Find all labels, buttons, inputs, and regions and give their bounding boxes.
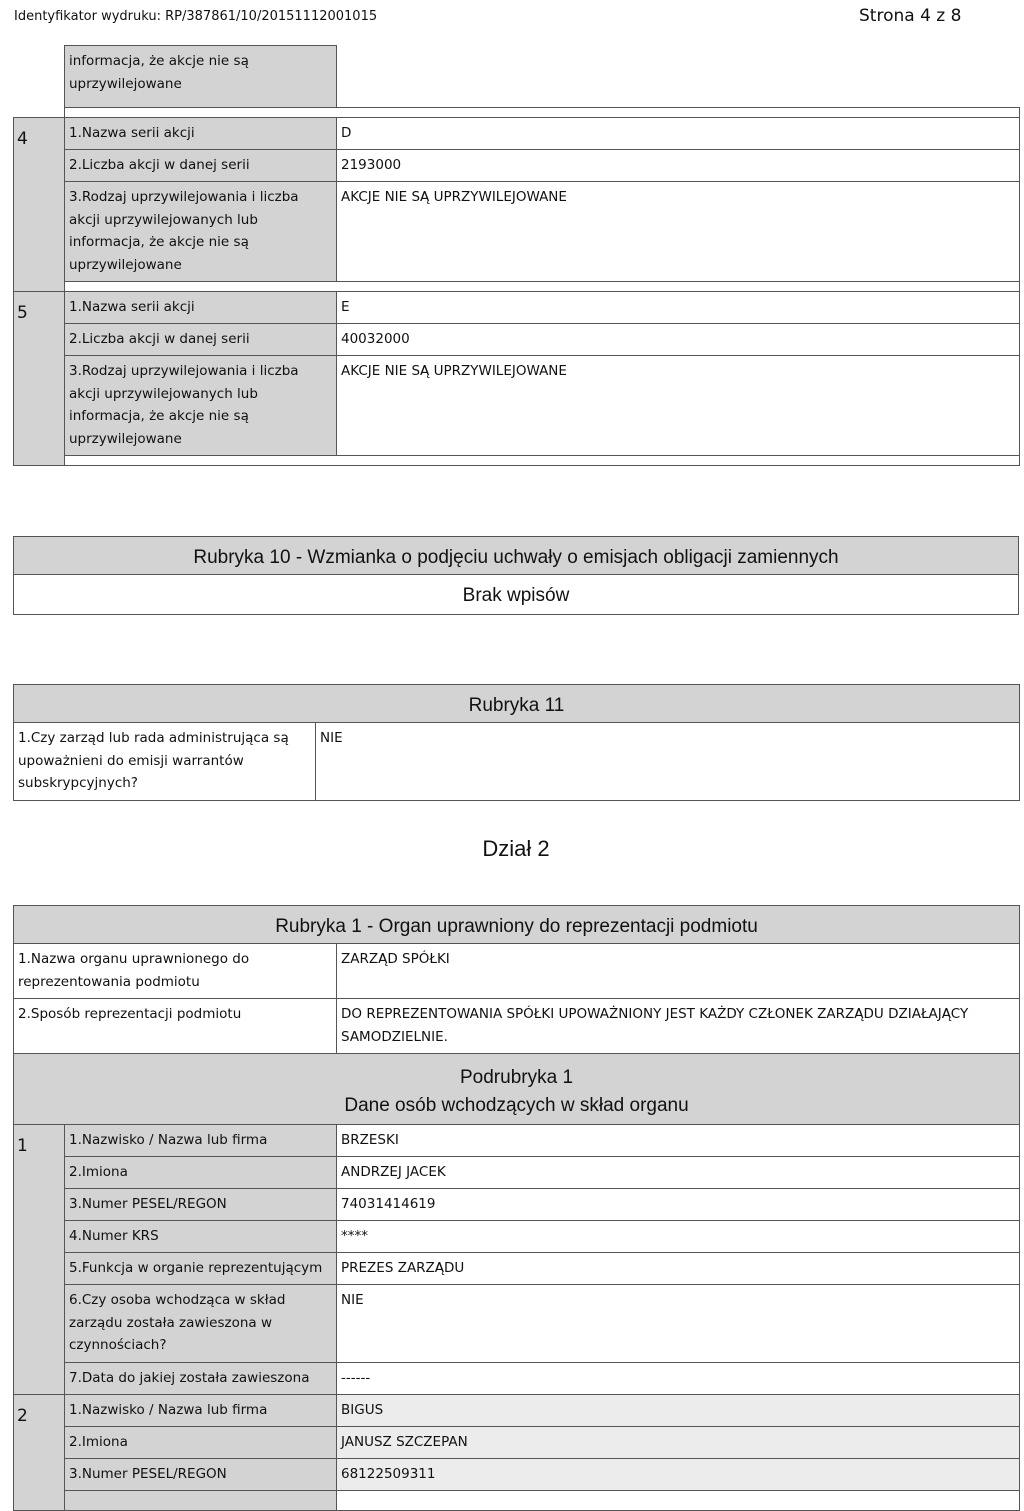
page-number: Strona 4 z 8 [859, 6, 962, 26]
series-preference-value: AKCJE NIE SĄ UPRZYWILEJOWANE [337, 182, 1020, 282]
organ-name-value: ZARZĄD SPÓŁKI [337, 944, 1020, 999]
rubryka-1-title: Rubryka 1 - Organ uprawniony do reprezentacji podmiotu [14, 906, 1020, 944]
person-field-label: 2.Imiona [65, 1427, 337, 1459]
print-identifier: Identyfikator wydruku: RP/387861/10/20151112001015 [14, 9, 378, 24]
representation-method-label: 2.Sposób reprezentacji podmiotu [14, 999, 337, 1054]
person-field-label: 6.Czy osoba wchodząca w skład zarządu została zawieszona w czynnościach? [65, 1285, 337, 1363]
person-field-label: 5.Funkcja w organie reprezentującym [65, 1253, 337, 1285]
person-field-value: JANUSZ SZCZEPAN [337, 1427, 1020, 1459]
person-field-value: ANDRZEJ JACEK [337, 1157, 1020, 1189]
series-count-label: 2.Liczba akcji w danej serii [65, 150, 337, 182]
subsection-title [14, 1054, 1020, 1125]
rubryka-11-title: Rubryka 11 [14, 685, 1020, 723]
person-field-value: **** [337, 1221, 1020, 1253]
person-field-label: 1.Nazwisko / Nazwa lub firma [65, 1395, 337, 1427]
series-count-value: 2193000 [337, 150, 1020, 182]
representation-method-value: DO REPREZENTOWANIA SPÓŁKI UPOWAŻNIONY JEST KAŻDY CZŁONEK ZARZĄDU DZIAŁAJĄCY SAMODZIELNIE. [337, 999, 1020, 1054]
person-field-value: ------ [337, 1363, 1020, 1395]
series-preference-value: AKCJE NIE SĄ UPRZYWILEJOWANE [337, 356, 1020, 456]
person-field-value: BRZESKI [337, 1125, 1020, 1157]
warrants-question-label: 1.Czy zarząd lub rada administrująca są upoważnieni do emisji warrantów subskrypcyjnych? [14, 723, 316, 801]
person-field-label: 3.Numer PESEL/REGON [65, 1189, 337, 1221]
rubryka-10-table [13, 536, 1019, 615]
person-field-value: NIE [337, 1285, 1020, 1363]
person-field-value: 68122509311 [337, 1459, 1020, 1491]
subsection-title-line-1: Podrubryka 1 [460, 1067, 574, 1088]
person-field-value: BIGUS [337, 1395, 1020, 1427]
series-count-value: 40032000 [337, 324, 1020, 356]
person-field-label: 2.Imiona [65, 1157, 337, 1189]
series-number: 5 [14, 292, 65, 466]
person-field-label: 1.Nazwisko / Nazwa lub firma [65, 1125, 337, 1157]
section-heading: Dział 2 [482, 836, 550, 861]
series-preference-label: 3.Rodzaj uprzywilejowania i liczba akcji uprzywilejowanych lub informacja, że akcje nie są uprzywilejowane [65, 182, 337, 282]
person-field-label: 7.Data do jakiej została zawieszona [65, 1363, 337, 1395]
series-preference-label: 3.Rodzaj uprzywilejowania i liczba akcji uprzywilejowanych lub informacja, że akcje nie są uprzywilejowane [65, 356, 337, 456]
rubryka-11-table [13, 684, 1020, 801]
continuation-label: informacja, że akcje nie są uprzywilejowane [65, 46, 337, 108]
person-field-label: 4.Numer KRS [65, 1221, 337, 1253]
share-series-table [13, 45, 1020, 466]
person-field-value: PREZES ZARZĄDU [337, 1253, 1020, 1285]
series-name-value: E [337, 292, 1020, 324]
subsection-title-line-2: Dane osób wchodzących w skład organu [344, 1095, 689, 1116]
rubryka-10-body: Brak wpisów [14, 575, 1019, 615]
rubryka-1-table [13, 905, 1020, 1511]
person-field-value: 74031414619 [337, 1189, 1020, 1221]
series-name-value: D [337, 118, 1020, 150]
rubryka-10-title: Rubryka 10 - Wzmianka o podjęciu uchwały o emisjach obligacji zamiennych [14, 537, 1019, 575]
series-count-label: 2.Liczba akcji w danej serii [65, 324, 337, 356]
series-name-label: 1.Nazwa serii akcji [65, 118, 337, 150]
series-name-label: 1.Nazwa serii akcji [65, 292, 337, 324]
series-number: 4 [14, 118, 65, 292]
person-number: 2 [14, 1395, 65, 1511]
warrants-question-value: NIE [316, 723, 1020, 801]
organ-name-label: 1.Nazwa organu uprawnionego do reprezentowania podmiotu [14, 944, 337, 999]
person-number: 1 [14, 1125, 65, 1395]
person-field-label: 3.Numer PESEL/REGON [65, 1459, 337, 1491]
